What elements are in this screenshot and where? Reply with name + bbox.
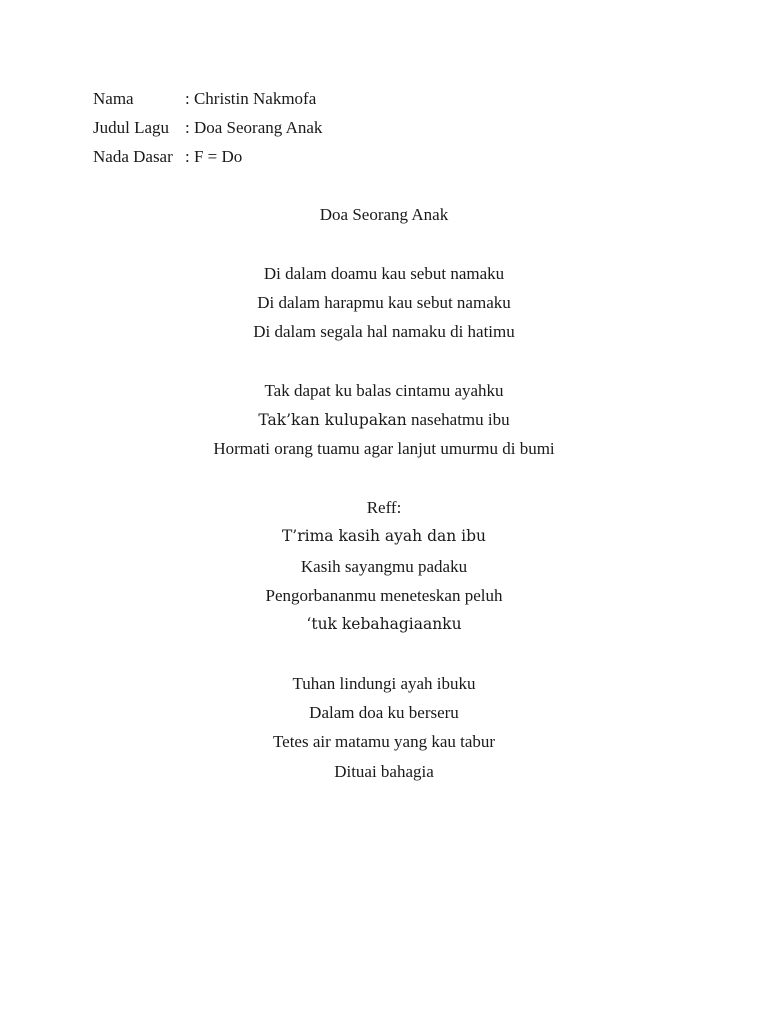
info-value: : Christin Nakmofa — [185, 89, 317, 108]
song-title: Doa Seorang Anak — [319, 205, 449, 224]
verse2-line-part: Tak’kan kulupakan — [258, 411, 407, 430]
info-row-title — [93, 115, 322, 144]
verse2-line — [0, 405, 768, 434]
verse1-line: Di dalam harapmu kau sebut namaku — [257, 292, 511, 312]
info-value: : Doa Seorang Anak — [185, 118, 323, 137]
verse3-line: Tetes air matamu yang kau tabur — [272, 732, 496, 752]
verse2-line: Hormati orang tuamu agar lanjut umurmu di bumi — [213, 439, 555, 459]
verse2-line: Tak dapat ku balas cintamu ayahku — [264, 380, 504, 400]
info-label: Nama — [93, 89, 134, 108]
song-lyrics — [0, 200, 768, 786]
info-row-name — [93, 86, 322, 115]
reff-line: T’rima kasih ayah dan ibu — [281, 527, 487, 546]
verse3-line: Dituai bahagia — [334, 761, 434, 781]
verse1-line: Di dalam segala hal namaku di hatimu — [253, 322, 515, 342]
verse1-line: Di dalam doamu kau sebut namaku — [263, 263, 505, 283]
song-info — [93, 86, 322, 173]
reff-line: Pengorbananmu meneteskan peluh — [265, 585, 503, 605]
info-label: Judul Lagu — [93, 118, 170, 137]
info-row-key — [93, 144, 322, 173]
reff-line: ‘tuk kebahagiaanku — [306, 615, 462, 634]
reff-line: Kasih sayangmu padaku — [300, 556, 468, 576]
info-label: Nada Dasar — [93, 147, 173, 166]
verse2-line-part: nasehatmu ibu — [406, 410, 510, 430]
verse3-line: Tuhan lindungi ayah ibuku — [292, 673, 476, 693]
verse3-line: Dalam doa ku berseru — [309, 703, 459, 723]
reff-label: Reff: — [366, 497, 402, 517]
info-value: : F = Do — [185, 147, 243, 166]
